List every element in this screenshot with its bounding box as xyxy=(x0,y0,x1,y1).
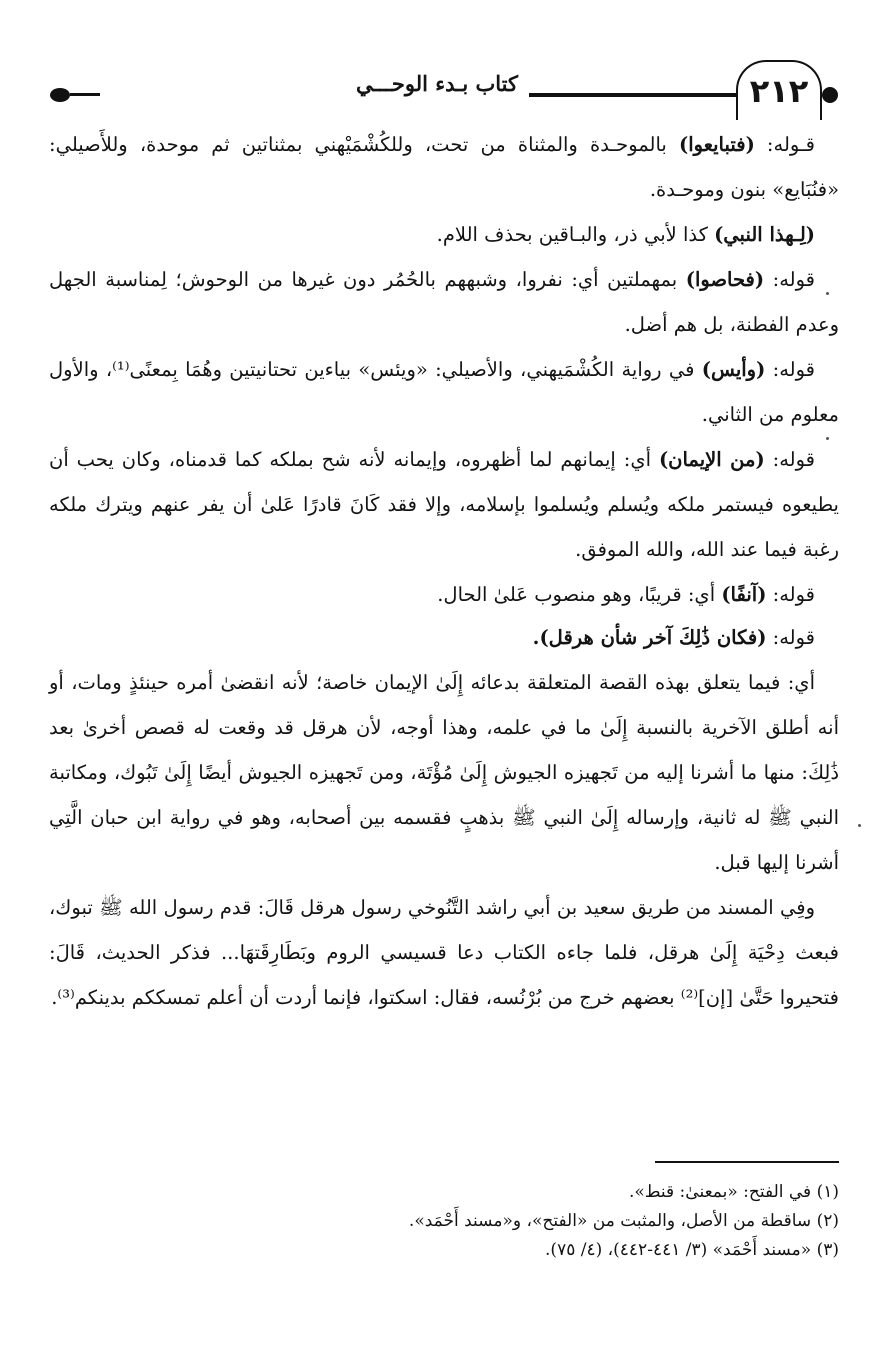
paragraph-text: بالموحـدة والمثناة من تحت، وللكُشْمَيْهني بمثناتين ثم موحدة، وللأَصيلي: «فنُبَايع» بنون وموحـدة. xyxy=(49,133,839,201)
paragraph-text: وفِي المسند من طريق سعيد بن أبي راشد التَّنُوخي رسول هرقل قَالَ: قدم رسول الله ﷺ تبوك، فبعث دِحْيَة إِلَىٰ هرقل، فلما جاءه الكتاب دعا قسيسي الروم وبَطَارِقَتهَا... فذكر الحديث، قَالَ: فتحيروا حَتَّىٰ [إن]⁽²⁾ بعضهم خرج من بُرْنُسه، فقال: اسكتوا، فإنما أردت أن أعلم تمسككم بدينكم⁽³⁾. xyxy=(49,896,839,1009)
keyword: (من الإيمان) xyxy=(658,448,765,471)
paragraph xyxy=(49,885,839,1020)
paragraph xyxy=(49,572,839,617)
main-text xyxy=(49,122,839,1020)
running-header xyxy=(30,58,830,122)
keyword: (آنفًا) xyxy=(721,583,767,606)
page-number: ٢١٢ xyxy=(749,72,809,110)
paragraph-lead: قـوله: xyxy=(754,133,815,156)
header-ornament-dot-left xyxy=(50,88,70,102)
keyword: (فكان ذَٰلِكَ آخر شأن هرقل). xyxy=(532,626,767,649)
paragraph-text: بمهملتين أي: نفروا، وشبههم بالحُمُر دون غيرها من الوحوش؛ لِمناسبة الجهل وعدم الفطنة، بل هم أضل. xyxy=(49,268,839,336)
paragraph xyxy=(49,347,839,437)
paragraph-lead: قوله: xyxy=(765,358,815,381)
header-ornament-dash-left xyxy=(70,93,100,96)
footnote-3: (٣) «مسند أَحْمَد» (٣/ ٤٤١-٤٤٢)، (٤/ ٧٥). xyxy=(545,1240,839,1260)
margin-speck xyxy=(826,292,829,295)
footnote-separator xyxy=(655,1161,839,1163)
keyword: (لِـهذا النبي) xyxy=(714,223,815,246)
keyword: (فحاصوا) xyxy=(685,268,765,291)
paragraph xyxy=(49,660,839,885)
footnote-2: (٢) ساقطة من الأصل، والمثبت من «الفتح»، و«مسند أَحْمَد». xyxy=(408,1211,839,1231)
paragraph-text: في رواية الكُشْمَيهني، والأصيلي: «ويئس» بياءين تحتانيتين وهُمَا بِمعنًى⁽¹⁾، والأول معلوم من الثاني. xyxy=(49,358,839,426)
paragraph xyxy=(49,257,839,347)
margin-speck xyxy=(826,437,829,440)
margin-speck xyxy=(858,824,861,827)
header-rule xyxy=(529,93,736,97)
paragraph-lead: قوله: xyxy=(766,626,815,649)
running-title: كتاب بـدء الوحـــي xyxy=(355,71,518,96)
paragraph-lead: قوله: xyxy=(766,583,815,606)
keyword: (وأيس) xyxy=(701,358,766,381)
paragraph-lead: قوله: xyxy=(764,448,815,471)
paragraph xyxy=(49,122,839,212)
paragraph xyxy=(49,212,839,257)
page-number-tab xyxy=(736,60,822,120)
keyword: (فتبايعوا) xyxy=(678,133,755,156)
paragraph-text: أي: قريبًا، وهو منصوب عَلىٰ الحال. xyxy=(437,583,722,606)
paragraph-text: أي: فيما يتعلق بهذه القصة المتعلقة بدعائه إِلَىٰ الإيمان خاصة؛ لأنه انقضىٰ أمره حينئذٍ ومات، أو أنه أطلق الآخرية بالنسبة إِلَىٰ ما في علمه، وهذا أوجه، لأن هرقل قد وقعت له قصص أخرىٰ بعد ذَٰلِكَ: منها ما أشرنا إليه من تَجهيزه الجيوش إِلَىٰ مُؤْتَة، ومن تَجهيزه الجيوش أيضًا إِلَىٰ تَبُوك، ومكاتبة النبي ﷺ له ثانية، وإرساله إِلَىٰ النبي ﷺ بذهبٍ فقسمه بين أصحابه، وهو في رواية ابن حبان الَّتِي أشرنا إليها قبل. xyxy=(49,671,839,874)
paragraph-lead: قوله: xyxy=(764,268,815,291)
paragraph xyxy=(49,437,839,572)
paragraph xyxy=(49,615,839,660)
footnotes xyxy=(49,1178,839,1265)
footnote-1: (١) في الفتح: «بمعنىٰ: قنط». xyxy=(628,1182,839,1202)
header-ornament-dot-right xyxy=(822,87,838,103)
paragraph-text: أي: إيمانهم لما أظهروه، وإيمانه لأنه شح بملكه كما قدمناه، وكان يحب أن يطيعوه فيستمر ملكه ويُسلم ويُسلموا بإسلامه، وإلا فقد كَانَ قادرًا عَلىٰ أن يفر عنهم ويترك ملكه رغبة فيما عند الله، والله الموفق. xyxy=(49,448,839,561)
paragraph-text: كذا لأبي ذر، والبـاقين بحذف اللام. xyxy=(436,223,715,246)
